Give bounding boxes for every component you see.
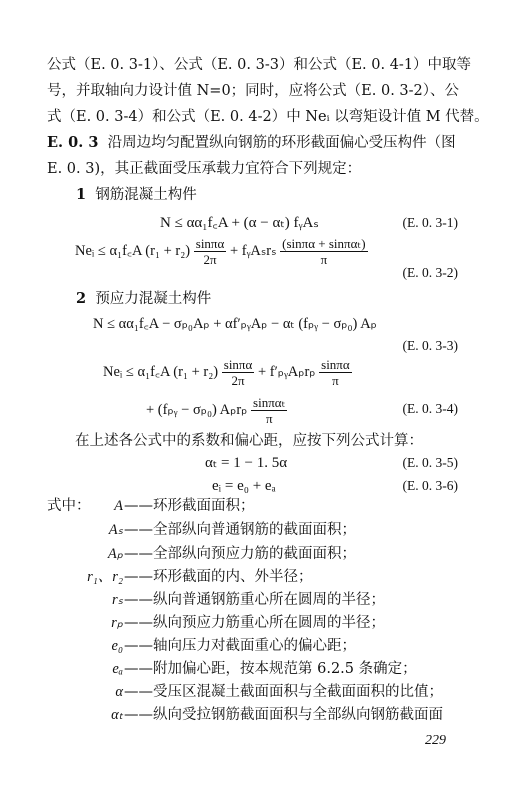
intro-line-2: 号，并取轴向力设计值 N=0；同时，应将公式（E. 0. 3-2）、公 [47, 83, 460, 99]
equation-2-label: (E. 0. 3-2) [402, 265, 458, 280]
equation-3: N ≤ αα₁f꜀A − σₚ₀Aₚ + αf′ₚᵧAₚ − αₜ (fₚᵧ − σₚ₀) Aₚ [93, 316, 377, 332]
equation-5-label: (E. 0. 3-5) [402, 455, 458, 470]
def-symbol-ea: eₐ [112, 661, 123, 677]
def-symbol-rs: rₛ [111, 592, 123, 608]
equation-2-lhs: Neᵢ ≤ α₁f꜀A (r₁ + r₂) [75, 242, 191, 259]
def-symbol-e0: e₀ [111, 638, 123, 654]
section-title-1: 沿周边均匀配置纵向钢筋的环形截面偏心受压构件（图 [107, 135, 456, 151]
def-text-rp: ——纵向预应力筋重心所在圆周的半径； [124, 615, 385, 631]
def-text-ea: ——附加偏心距，按本规范第 6.2.5 条确定； [124, 661, 417, 677]
page-number: 229 [425, 733, 446, 748]
def-symbol-alpha: α [115, 684, 123, 700]
def-symbol-r1-r2: r₁、r₂ [87, 569, 123, 585]
item-2-number: 2 [76, 290, 87, 307]
equation-2-f1-den: 2π [203, 252, 217, 267]
equation-2-f2-den: π [320, 252, 328, 267]
def-symbol-a: A [114, 498, 123, 514]
def-text-rs: ——纵向普通钢筋重心所在圆周的半径； [124, 592, 385, 608]
equation-4-continuation [146, 395, 287, 426]
item-2-heading [76, 290, 211, 308]
equation-6: eᵢ = e₀ + eₐ [212, 478, 276, 494]
def-symbol-alpha-t: αₜ [111, 707, 123, 723]
item-2-title: 预应力混凝土构件 [95, 291, 212, 307]
section-heading [47, 134, 456, 152]
equation-4 [103, 357, 352, 388]
intro-line-1: 公式（E. 0. 3-1）、公式（E. 0. 3-3）和公式（E. 0. 4-1）中取等 [47, 57, 472, 73]
equation-2 [75, 236, 368, 267]
equation-4b-lhs: + (fₚᵧ − σₚ₀) Aₚrₚ [146, 401, 248, 418]
equation-3-label: (E. 0. 3-3) [402, 338, 458, 353]
coefficient-intro: 在上述各公式中的系数和偏心距，应按下列公式计算： [75, 433, 423, 449]
item-1-heading [76, 186, 197, 204]
def-text-a: ——环形截面面积； [124, 498, 255, 514]
def-symbol-rp: rₚ [111, 615, 123, 631]
def-text-ap: ——全部纵向预应力筋的截面面积； [124, 546, 356, 562]
item-1-title: 钢筋混凝土构件 [95, 187, 197, 203]
equation-2-f1-num: sinπα [195, 236, 225, 251]
equation-4-f2-den: π [332, 373, 339, 388]
item-1-number: 1 [76, 186, 87, 203]
equation-2-fraction-2 [280, 236, 367, 267]
equation-1-label: (E. 0. 3-1) [402, 215, 458, 230]
equation-4-f1-num: sinπα [223, 357, 253, 372]
equation-4b-fraction [251, 395, 287, 426]
intro-line-3: 式（E. 0. 3-4）和公式（E. 0. 4-2）中 Neᵢ 以弯矩设计值 M 代替。 [47, 109, 489, 125]
equation-4-mid: + f′ₚᵧAₚrₚ [257, 363, 316, 380]
equation-4b-den: π [265, 411, 273, 426]
section-title-2: E. 0. 3)，其正截面受压承载力宜符合下列规定： [47, 161, 362, 177]
equation-4-f2-num: sinπα [321, 357, 350, 372]
equation-4-fraction-1 [222, 357, 255, 388]
equation-2-f2-num: (sinπα + sinπαₜ) [282, 236, 366, 251]
equation-1: N ≤ αα₁f꜀A + (α − αₜ) fᵧAₛ [160, 215, 319, 231]
equation-4-lhs: Neᵢ ≤ α₁f꜀A (r₁ + r₂) [103, 363, 219, 380]
equation-6-label: (E. 0. 3-6) [402, 478, 458, 493]
equation-4-label: (E. 0. 3-4) [402, 401, 458, 416]
equation-4b-num: sinπαₜ [253, 395, 286, 410]
section-number: E. 0. 3 [47, 134, 99, 151]
equation-5: αₜ = 1 − 1. 5α [205, 455, 288, 471]
where-label: 式中： [47, 498, 91, 514]
equation-4-fraction-2 [319, 357, 352, 388]
equation-2-mid: + fᵧAₛrₛ [229, 242, 277, 259]
def-text-alpha-t: ——纵向受拉钢筋截面面积与全部纵向钢筋截面面 [124, 707, 443, 723]
def-symbol-ap: Aₚ [107, 546, 123, 562]
equation-2-fraction-1 [194, 236, 227, 267]
def-text-r1-r2: ——环形截面的内、外半径； [124, 569, 313, 585]
def-text-as: ——全部纵向普通钢筋的截面面积； [124, 522, 356, 538]
def-text-e0: ——轴向压力对截面重心的偏心距； [124, 638, 356, 654]
def-text-alpha: ——受压区混凝土截面面积与全截面面积的比值； [124, 684, 443, 700]
def-symbol-as: Aₛ [108, 522, 123, 538]
equation-4-f1-den: 2π [231, 373, 245, 388]
